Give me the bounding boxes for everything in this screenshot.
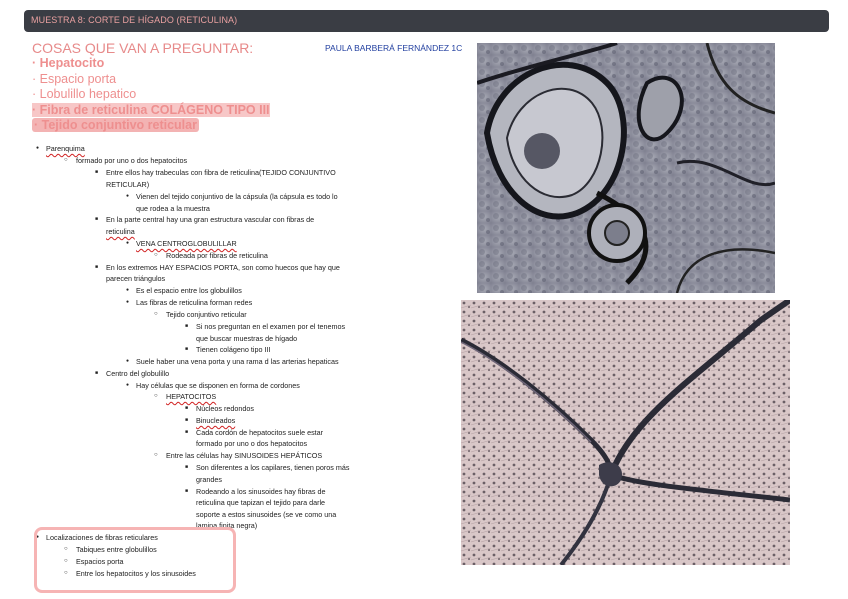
note-celulas: ● Hay células que se disponen en forma de cordones (136, 380, 300, 392)
micrograph-reticulin-septa (461, 300, 790, 565)
note-grandes: grandes (196, 475, 222, 484)
note-triangulos: parecen triángulos (106, 274, 166, 283)
note-entre-ellos: ■ Entre ellos hay trabeculas con fibra de reticulina(TEJIDO CONJUNTIVO (106, 167, 336, 179)
note-vienen: ● Vienen del tejido conjuntivo de la cápsula (la cápsula es todo lo (136, 191, 338, 203)
header-bar (24, 10, 829, 32)
page-title: MUESTRA 8: CORTE DE HÍGADO (RETICULINA) (31, 15, 238, 25)
localizaciones-highlight-box (34, 527, 236, 593)
note-centro: ■ Centro del globulillo (106, 368, 169, 380)
note-binucleados: ■ Binucleados (196, 415, 235, 427)
localizaciones-heading: ● Localizaciones de fibras reticulares (46, 532, 158, 544)
note-reticular: RETICULAR) (106, 180, 150, 189)
note-hepatocitos: ○ HEPATOCITOS (166, 391, 216, 403)
note-que-buscar: que buscar muestras de hígado (196, 334, 298, 343)
note-formado-hep: formado por uno o dos hepatocitos (196, 439, 308, 448)
note-tejido-ret: ○ Tejido conjuntivo reticular (166, 309, 247, 321)
question-item-hepatocito: · Hepatocito (32, 56, 105, 70)
note-que-rodea: que rodea a la muestra (136, 204, 210, 213)
note-si-nos: ■ Si nos preguntan en el examen por el tenemos (196, 321, 345, 333)
question-item-tejido-conjuntivo: · Tejido conjuntivo reticular (34, 118, 197, 132)
note-parte-central: ■ En la parte central hay una gran estructura vascular con fibras de (106, 214, 314, 226)
note-colageno: ■ Tienen colágeno tipo III (196, 344, 270, 356)
note-extremos: ■ En los extremos HAY ESPACIOS PORTA, son como huecos que hay que (106, 262, 340, 274)
note-rodeada: ○ Rodeada por fibras de reticulina (166, 250, 268, 262)
questions-block (32, 40, 332, 134)
micrograph-portal-space (477, 43, 775, 293)
note-lamina: lamina finita negra) (196, 521, 258, 530)
note-rodeando: ■ Rodeando a los sinusoides hay fibras de (196, 486, 325, 498)
note-fibras-redes: ● Las fibras de reticulina forman redes (136, 297, 252, 309)
note-nucleos: ■ Núcleos redondos (196, 403, 254, 415)
note-reticulina: reticulina (106, 227, 135, 236)
note-cordon: ■ Cada cordón de hepatocitos suele estar (196, 427, 323, 439)
note-entre-celulas: ○ Entre las células hay SINUSOIDES HEPÁTICOS (166, 450, 322, 462)
questions-heading: COSAS QUE VAN A PREGUNTAR: (32, 40, 254, 56)
note-formado: ○ formado por uno o dos hepatocitos (76, 155, 187, 167)
localizacion-item: ○ Espacios porta (76, 556, 124, 568)
note-vena-centro: ● VENA CENTROGLOBULILLAR (136, 238, 237, 250)
note-espacio-entre: ● Es el espacio entre los globulillos (136, 285, 242, 297)
note-soporte: soporte a estos sinusoides (se ve como una (196, 510, 337, 519)
question-item-fibra-reticulina: · Fibra de reticulina COLÁGENO TIPO III (32, 102, 270, 117)
question-item-lobulillo: · Lobulillo hepatico (32, 87, 137, 101)
note-tapizan: reticulina que tapizan el tejido para darle (196, 498, 326, 507)
localizacion-item: ○ Entre los hepatocitos y los sinusoides (76, 568, 196, 580)
question-item-espacio-porta: · Espacio porta (32, 71, 117, 86)
localizacion-item: ○ Tabiques entre globulillos (76, 544, 157, 556)
note-parenquima: ● Parenquima (46, 143, 85, 155)
author-name: PAULA BARBERÁ FERNÁNDEZ 1C (325, 43, 463, 53)
note-vena-porta: ● Suele haber una vena porta y una rama d las arterias hepaticas (136, 356, 339, 368)
note-diferentes: ■ Son diferentes a los capilares, tienen poros más (196, 462, 349, 474)
